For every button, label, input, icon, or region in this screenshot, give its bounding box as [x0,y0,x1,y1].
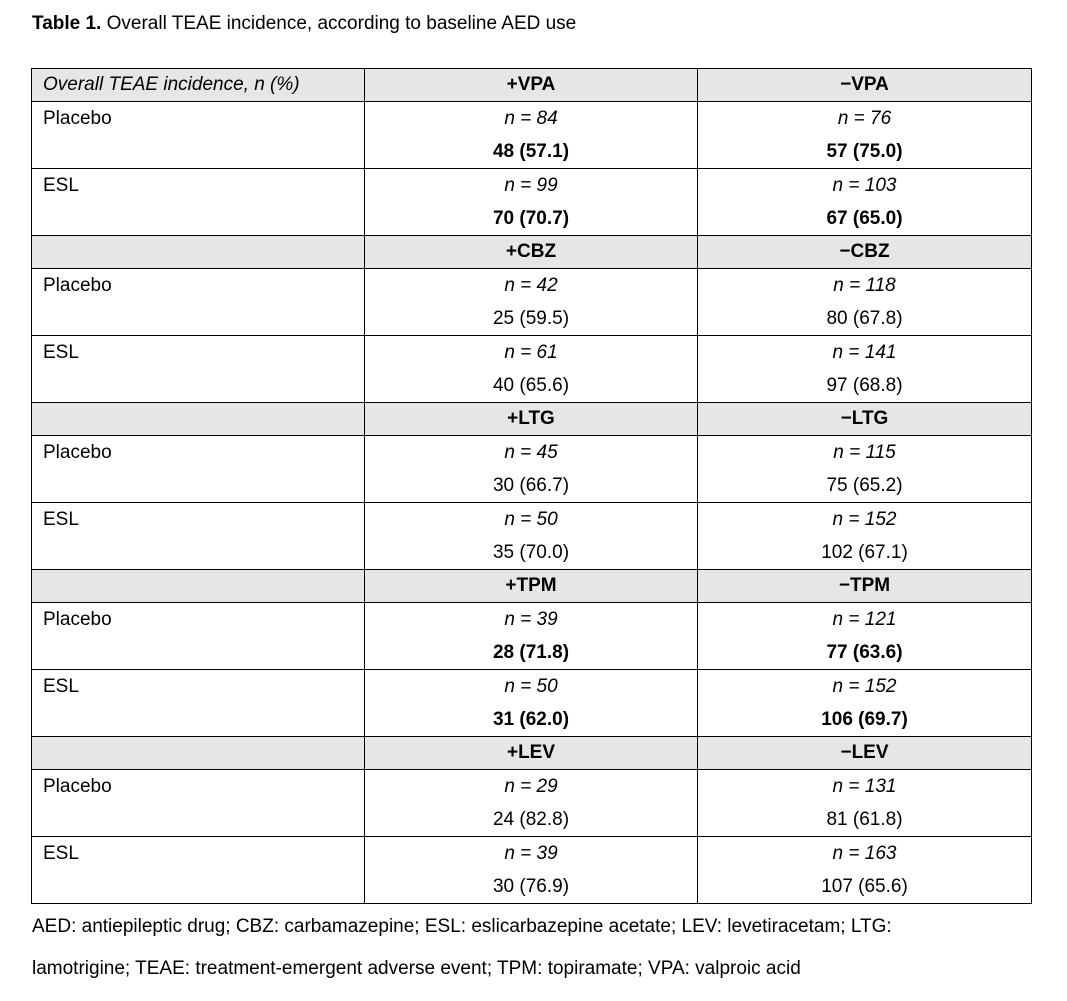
group-header-plus-label: +LEV [506,742,556,763]
minus-value-cell [698,102,1032,169]
minus-incidence: 97 (68.8) [826,375,903,396]
arm-cell [32,770,365,837]
minus-incidence: 106 (69.7) [821,709,908,730]
plus-n: n = 39 [504,609,558,630]
group-header-plus-label: +LTG [507,408,555,429]
teae-table-body [32,69,1032,904]
plus-incidence: 30 (66.7) [492,475,570,496]
plus-incidence: 25 (59.5) [492,308,570,329]
plus-incidence: 30 (76.9) [492,876,570,897]
arm-cell [32,336,365,403]
plus-incidence: 70 (70.7) [492,208,570,229]
group-header-plus-label: +TPM [505,575,557,596]
table-row [32,169,1032,236]
minus-value-cell [698,837,1032,904]
plus-incidence: 24 (82.8) [492,809,570,830]
group-header-minus-cell [698,403,1032,436]
plus-incidence: 31 (62.0) [492,709,570,730]
minus-value-cell [698,770,1032,837]
table-row [32,102,1032,169]
arm-cell [32,503,365,570]
minus-n: n = 141 [832,342,897,363]
corner-header: Overall TEAE incidence, n (%) [43,74,300,95]
group-header-first-cell [32,403,365,436]
plus-value-cell [365,436,698,503]
plus-value-cell [365,837,698,904]
minus-n: n = 76 [837,108,892,129]
arm-cell [32,603,365,670]
arm-cell [32,436,365,503]
table-row [32,269,1032,336]
group-header-minus-cell [698,236,1032,269]
minus-n: n = 103 [832,175,897,196]
minus-incidence: 81 (61.8) [826,809,903,830]
minus-value-cell [698,336,1032,403]
group-header-plus-cell [365,236,698,269]
footnote-line-2: lamotrigine; TEAE: treatment-emergent adverse event; TPM: topiramate; VPA: valproic acid [32,958,801,979]
plus-incidence: 40 (65.6) [492,375,570,396]
group-header-minus-label: −LEV [840,742,889,763]
group-header-first-cell [32,236,365,269]
minus-n: n = 115 [833,442,896,463]
arm-cell [32,169,365,236]
plus-value-cell [365,770,698,837]
minus-incidence: 102 (67.1) [821,542,908,563]
plus-n: n = 84 [504,108,558,129]
group-header-plus-cell [365,69,698,102]
plus-incidence: 48 (57.1) [492,141,570,162]
table-row [32,336,1032,403]
arm-label: ESL [43,676,79,697]
table-row [32,603,1032,670]
minus-incidence: 77 (63.6) [826,642,903,663]
group-header-minus-label: −VPA [840,74,889,95]
plus-value-cell [365,670,698,737]
arm-cell [32,102,365,169]
table-caption [32,10,576,38]
minus-n: n = 152 [832,676,897,697]
arm-label: Placebo [43,442,112,463]
minus-value-cell [698,503,1032,570]
plus-n: n = 50 [504,676,558,697]
minus-incidence: 57 (75.0) [826,141,903,162]
plus-incidence: 35 (70.0) [492,542,570,563]
group-header-minus-cell [698,69,1032,102]
minus-n: n = 152 [832,509,897,530]
group-header-row [32,69,1032,102]
arm-label: Placebo [43,776,112,797]
group-header-row [32,403,1032,436]
plus-value-cell [365,269,698,336]
group-header-minus-label: −CBZ [839,241,890,262]
plus-value-cell [365,169,698,236]
arm-label: ESL [43,843,79,864]
arm-label: Placebo [43,609,112,630]
minus-incidence: 75 (65.2) [826,475,903,496]
minus-n: n = 118 [833,275,896,296]
minus-incidence: 67 (65.0) [826,208,903,229]
minus-n: n = 131 [832,776,897,797]
arm-label: Placebo [43,108,112,129]
arm-label: ESL [43,509,79,530]
group-header-minus-label: −LTG [840,408,889,429]
plus-value-cell [365,336,698,403]
plus-n: n = 50 [504,509,558,530]
table-row [32,503,1032,570]
group-header-row [32,737,1032,770]
group-header-first-cell [32,737,365,770]
minus-n: n = 163 [832,843,897,864]
minus-incidence: 80 (67.8) [826,308,903,329]
group-header-minus-cell [698,570,1032,603]
plus-n: n = 42 [504,275,558,296]
minus-value-cell [698,670,1032,737]
minus-value-cell [698,436,1032,503]
group-header-first-cell [32,69,365,102]
group-header-plus-label: +VPA [506,74,556,95]
minus-incidence: 107 (65.6) [821,876,908,897]
minus-n: n = 121 [832,609,897,630]
group-header-row [32,236,1032,269]
plus-value-cell [365,102,698,169]
group-header-plus-cell [365,737,698,770]
plus-incidence: 28 (71.8) [492,642,570,663]
table-row [32,436,1032,503]
plus-n: n = 29 [504,776,558,797]
plus-n: n = 99 [504,175,558,196]
group-header-plus-cell [365,403,698,436]
plus-n: n = 45 [504,442,558,463]
arm-label: Placebo [43,275,112,296]
arm-cell [32,670,365,737]
plus-n: n = 39 [504,843,558,864]
caption-text: Overall TEAE incidence, according to baseline AED use [101,13,577,34]
group-header-plus-label: +CBZ [505,241,557,262]
table-row [32,770,1032,837]
minus-value-cell [698,603,1032,670]
arm-cell [32,837,365,904]
caption-label: Table 1. [32,13,102,34]
plus-n: n = 61 [504,342,558,363]
arm-cell [32,269,365,336]
minus-value-cell [698,169,1032,236]
group-header-first-cell [32,570,365,603]
group-header-minus-label: −TPM [838,575,891,596]
arm-label: ESL [43,175,79,196]
table-row [32,837,1032,904]
plus-value-cell [365,603,698,670]
group-header-row [32,570,1032,603]
minus-value-cell [698,269,1032,336]
plus-value-cell [365,503,698,570]
table-row [32,670,1032,737]
group-header-minus-cell [698,737,1032,770]
group-header-plus-cell [365,570,698,603]
footnote-line-1: AED: antiepileptic drug; CBZ: carbamazepine; ESL: eslicarbazepine acetate; LEV: levetiracetam; LTG: [32,916,892,937]
arm-label: ESL [43,342,79,363]
teae-table [31,68,1032,904]
